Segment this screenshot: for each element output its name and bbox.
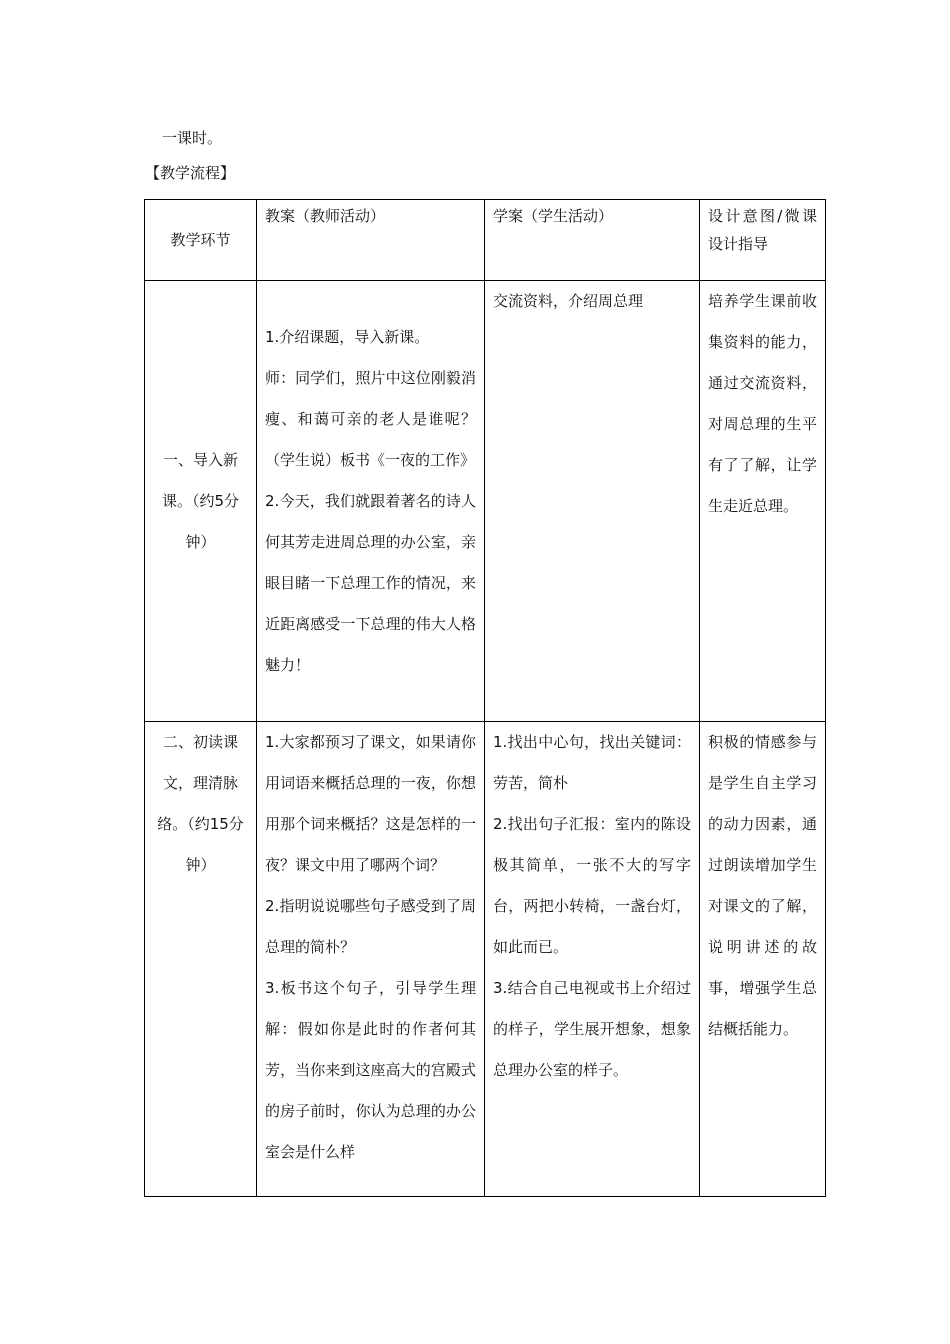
student-cell bbox=[485, 722, 700, 1197]
student-cell bbox=[485, 281, 700, 722]
stage-cell: 二、初读课文，理清脉络。（约15分钟） bbox=[145, 722, 257, 1197]
header-student: 学案（学生活动） bbox=[485, 200, 700, 281]
teacher-paragraph: 2.指明说说哪些句子感受到了周总理的简朴？ bbox=[265, 897, 476, 956]
section-heading: 【教学流程】 bbox=[145, 164, 236, 182]
teacher-paragraph: 1.介绍课题，导入新课。 bbox=[265, 327, 430, 346]
header-stage: 教学环节 bbox=[145, 200, 257, 281]
teacher-paragraph: 1.大家都预习了课文，如果请你用词语来概括总理的一夜，你想用那个词来概括？这是怎样的一夜？课文中用了哪两个词？ bbox=[265, 733, 476, 874]
table-row bbox=[145, 722, 826, 1197]
design-cell: 培养学生课前收集资料的能力，通过交流资料，对周总理的生平有了了解，让学生走近总理。 bbox=[700, 281, 826, 722]
teacher-cell bbox=[257, 722, 485, 1197]
stage-cell: 一、导入新课。（约5分钟） bbox=[145, 281, 257, 722]
student-paragraph: 2.找出句子汇报：室内的陈设极其简单，一张不大的写字台，两把小转椅，一盏台灯，如此而已。 bbox=[493, 815, 691, 956]
teaching-flow-table bbox=[144, 199, 826, 1197]
teacher-paragraph: 2.今天，我们就跟着著名的诗人何其芳走进周总理的办公室，亲眼目睹一下总理工作的情况，来近距离感受一下总理的伟大人格魅力！ bbox=[265, 491, 476, 674]
header-design: 设计意图/微课设计指导 bbox=[700, 200, 826, 281]
teacher-paragraph: 师：同学们，照片中这位刚毅消瘦、和蔼可亲的老人是谁呢？（学生说）板书《一夜的工作》 bbox=[265, 368, 476, 469]
design-cell: 积极的情感参与是学生自主学习的动力因素，通过朗读增加学生对课文的了解，说明讲述的故事，增强学生总结概括能力。 bbox=[700, 722, 826, 1197]
header-teacher: 教案（教师活动） bbox=[257, 200, 485, 281]
student-paragraph: 3.结合自己电视或书上介绍过的样子，学生展开想象，想象总理办公室的样子。 bbox=[493, 979, 691, 1079]
table-row bbox=[145, 281, 826, 722]
teacher-cell bbox=[257, 281, 485, 722]
teacher-paragraph: 3.板书这个句子，引导学生理解：假如你是此时的作者何其芳，当你来到这座高大的宫殿式的房子前时，你认为总理的办公室会是什么样 bbox=[265, 979, 476, 1161]
table-header-row bbox=[145, 200, 826, 281]
student-paragraph: 1.找出中心句，找出关键词：劳苦，简朴 bbox=[493, 733, 691, 792]
lead-text: 一课时。 bbox=[162, 129, 223, 147]
student-paragraph: 交流资料，介绍周总理 bbox=[493, 292, 644, 310]
